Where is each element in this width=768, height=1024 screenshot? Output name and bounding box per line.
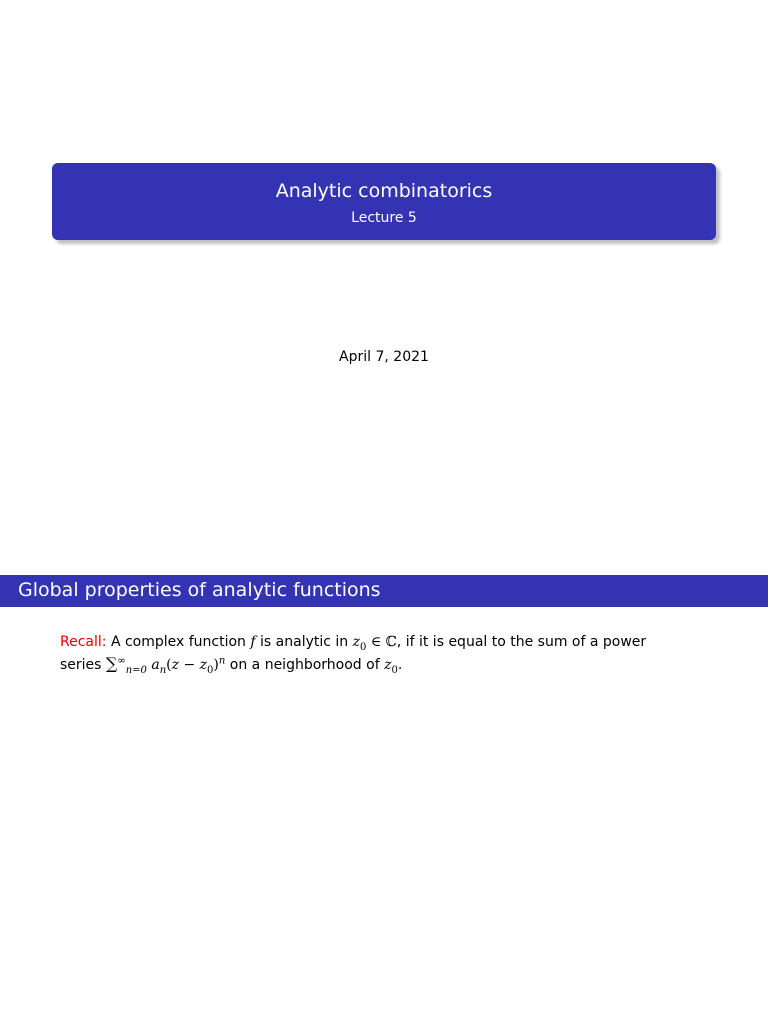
- presentation-subtitle: Lecture 5: [351, 210, 417, 226]
- frame-body: [60, 631, 720, 676]
- text-segment: is analytic in: [260, 634, 349, 650]
- text-segment: series: [60, 657, 102, 673]
- math-z0: $z_0$: [384, 657, 398, 676]
- text-segment: on a neighborhood of: [229, 657, 380, 673]
- math-in-C: ∈ ℂ: [370, 634, 397, 650]
- math-z0: $z_0$: [352, 634, 367, 653]
- presentation-title: Analytic combinatorics: [275, 180, 493, 202]
- body-line-1: [60, 631, 720, 653]
- math-power-series: $\sum^\infty_{n=0}$ $a_n(z - z_0)^n$: [105, 654, 226, 676]
- body-line-2: [60, 653, 720, 676]
- text-segment: A complex function: [110, 634, 246, 650]
- frame-title-bar: [0, 575, 768, 607]
- math-f: f: [250, 634, 256, 650]
- recall-label: Recall:: [60, 634, 107, 650]
- period: .: [397, 657, 403, 673]
- title-block: [52, 163, 716, 240]
- text-segment: , if it is equal to the sum of a power: [396, 634, 647, 650]
- frame-title: Global properties of analytic functions: [18, 579, 381, 601]
- presentation-date: April 7, 2021: [339, 349, 429, 365]
